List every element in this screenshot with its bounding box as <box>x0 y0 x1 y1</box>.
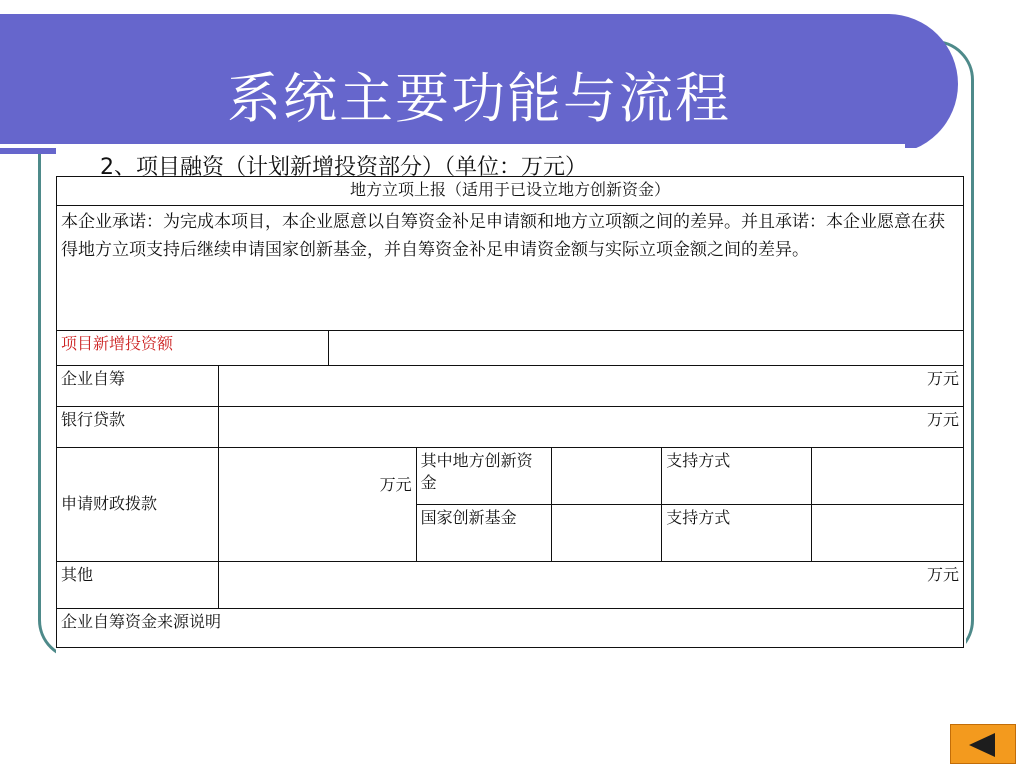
other-value[interactable] <box>218 562 963 609</box>
self-funding-label: 企业自筹 <box>57 366 219 407</box>
national-support-value[interactable] <box>812 505 964 562</box>
local-support-label: 支持方式 <box>662 448 812 505</box>
fiscal-value[interactable] <box>218 448 416 562</box>
back-button[interactable] <box>950 724 1016 764</box>
source-label: 企业自筹资金来源说明 <box>57 609 964 648</box>
other-unit: 万元 <box>926 565 959 584</box>
local-fund-value[interactable] <box>552 448 662 505</box>
financing-heading: 2、项目融资（计划新增投资部分）（单位：万元） <box>100 155 587 180</box>
new-investment-value[interactable] <box>328 331 963 366</box>
commitment-text: 本企业承诺：为完成本项目，本企业愿意以自筹资金补足申请额和地方立项额之间的差异。并且承诺：本企业愿意在获得地方立项支持后继续申请国家创新基金，并自筹资金补足申请资金额与实际立项金额之间的差异。 <box>57 206 964 331</box>
local-fund-label: 其中地方创新资金 <box>416 448 552 505</box>
self-funding-unit: 万元 <box>926 369 959 388</box>
self-funding-value[interactable] <box>218 366 963 407</box>
slide-title: 系统主要功能与流程 <box>227 67 731 130</box>
bank-loan-label: 银行贷款 <box>57 407 219 448</box>
fiscal-label: 申请财政拨款 <box>57 448 219 562</box>
national-fund-value[interactable] <box>552 505 662 562</box>
financing-table <box>56 176 964 648</box>
table-title: 地方立项上报（适用于已设立地方创新资金） <box>57 177 964 206</box>
triangle-left-icon <box>969 733 995 757</box>
bank-loan-unit: 万元 <box>926 410 959 429</box>
local-support-value[interactable] <box>812 448 964 505</box>
new-investment-label: 项目新增投资额 <box>57 331 329 366</box>
other-label: 其他 <box>57 562 219 609</box>
document-image <box>56 148 966 708</box>
fiscal-unit: 万元 <box>379 475 412 495</box>
title-banner <box>0 14 958 154</box>
national-fund-label: 国家创新基金 <box>416 505 552 562</box>
bank-loan-value[interactable] <box>218 407 963 448</box>
national-support-label: 支持方式 <box>662 505 812 562</box>
